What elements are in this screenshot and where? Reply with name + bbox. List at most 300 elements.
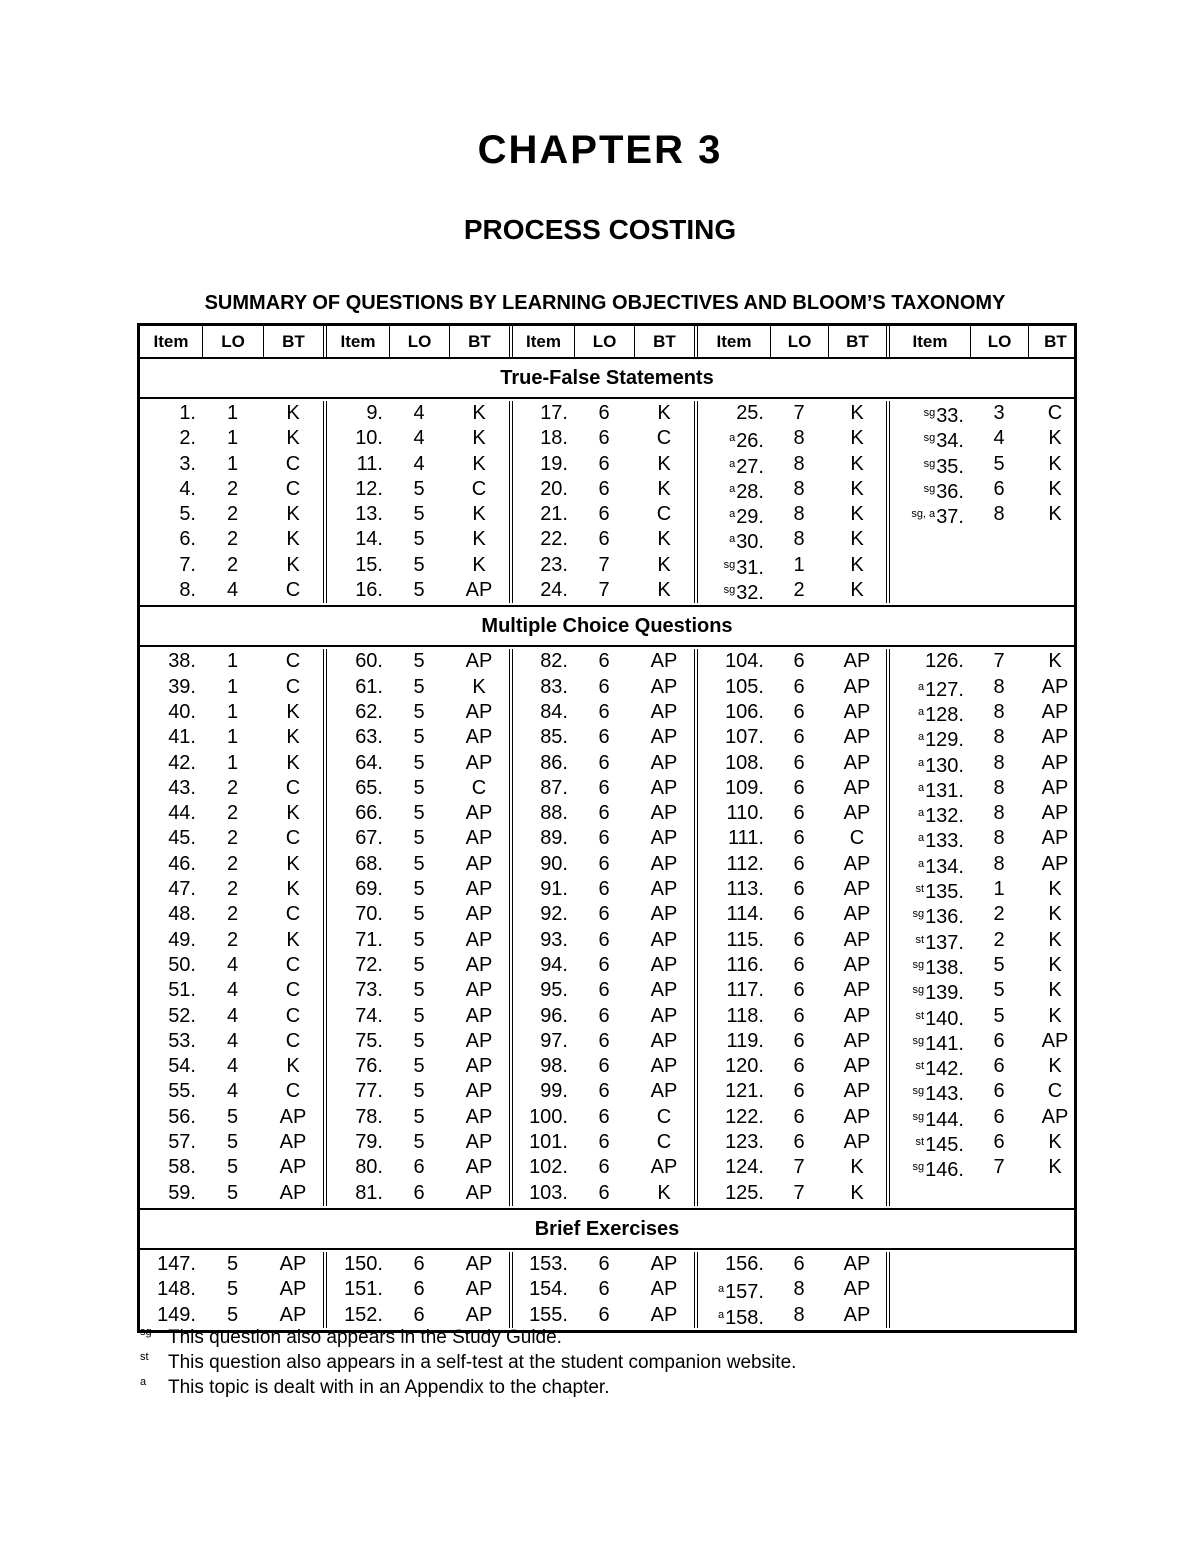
blooms-taxonomy: AP bbox=[465, 903, 493, 926]
item-number: 90. bbox=[540, 852, 568, 875]
blooms-taxonomy: AP bbox=[465, 1055, 493, 1078]
item-number: 45. bbox=[168, 827, 196, 850]
item-number: 80. bbox=[355, 1156, 383, 1179]
learning-objective: 6 bbox=[793, 1029, 805, 1052]
table-row bbox=[140, 401, 323, 426]
column-group bbox=[140, 401, 323, 603]
learning-objective: 2 bbox=[793, 579, 805, 602]
footnote-marker: a bbox=[917, 680, 925, 693]
learning-objective: 6 bbox=[598, 1105, 610, 1128]
learning-objective: 6 bbox=[793, 928, 805, 951]
blooms-taxonomy: AP bbox=[465, 650, 493, 673]
item-number: 47. bbox=[168, 878, 196, 901]
table-row bbox=[327, 649, 509, 674]
blooms-taxonomy: K bbox=[1048, 1004, 1062, 1027]
learning-objective: 5 bbox=[413, 1080, 425, 1103]
table-row bbox=[140, 852, 323, 877]
section-heading: Brief Exercises bbox=[140, 1210, 1074, 1250]
item-number: 112. bbox=[726, 852, 764, 875]
learning-objective: 2 bbox=[226, 802, 239, 825]
item-number: $^{sg}$33. bbox=[923, 405, 964, 427]
item-number: 83. bbox=[540, 675, 568, 698]
item-number: $^a$27. bbox=[729, 455, 764, 478]
table-row bbox=[513, 801, 694, 826]
item-number: $^a$30. bbox=[729, 531, 764, 554]
item-number: 73. bbox=[355, 979, 383, 1002]
footnote-mark: a bbox=[140, 1376, 147, 1388]
item-number: 76. bbox=[355, 1055, 383, 1078]
table-row bbox=[698, 776, 886, 801]
summary-title: SUMMARY OF QUESTIONS BY LEARNING OBJECTIVES AND BLOOM’S TAXONOMY bbox=[204, 292, 1006, 314]
footnote-marker: sg bbox=[923, 482, 936, 495]
learning-objective: 2 bbox=[226, 477, 239, 500]
header-group bbox=[323, 326, 509, 357]
learning-objective: 6 bbox=[598, 827, 610, 850]
item-number: 148. bbox=[157, 1278, 196, 1301]
blooms-taxonomy: K bbox=[1048, 1156, 1062, 1179]
learning-objective: 6 bbox=[793, 953, 805, 976]
blooms-taxonomy: AP bbox=[1041, 852, 1069, 875]
learning-objective: 6 bbox=[793, 878, 805, 901]
header-lo: LO bbox=[574, 326, 634, 357]
learning-objective: 1 bbox=[226, 427, 239, 450]
item-number: 49. bbox=[168, 928, 196, 951]
blooms-taxonomy: K bbox=[850, 427, 864, 450]
learning-objective: 6 bbox=[598, 776, 610, 799]
table-row bbox=[513, 401, 694, 426]
section-body bbox=[140, 647, 1074, 1210]
blooms-taxonomy: AP bbox=[650, 1004, 678, 1027]
table-row bbox=[890, 1004, 1082, 1029]
item-number: 119. bbox=[726, 1029, 764, 1052]
item-number: 102. bbox=[529, 1156, 568, 1179]
table-row bbox=[698, 1105, 886, 1130]
learning-objective: 6 bbox=[598, 650, 610, 673]
footnote-marker: sg bbox=[912, 958, 925, 971]
item-number: 69. bbox=[355, 878, 383, 901]
column-group bbox=[694, 1252, 886, 1328]
item-number: 111. bbox=[728, 827, 764, 850]
chapter-subtitle: PROCESS COSTING bbox=[463, 214, 737, 245]
blooms-taxonomy: K bbox=[472, 528, 486, 551]
item-number: 51. bbox=[168, 979, 196, 1002]
table-row bbox=[698, 675, 886, 700]
learning-objective: 6 bbox=[598, 675, 610, 698]
learning-objective: 6 bbox=[993, 1105, 1005, 1128]
learning-objective: 8 bbox=[993, 802, 1005, 825]
learning-objective: 6 bbox=[793, 650, 805, 673]
header-item: Item bbox=[912, 332, 948, 351]
table-row bbox=[140, 502, 323, 527]
blooms-taxonomy: K bbox=[1048, 427, 1062, 450]
table-row bbox=[140, 1105, 323, 1130]
item-number: 117. bbox=[726, 979, 764, 1002]
table-row bbox=[327, 553, 509, 578]
item-number: $^a$127. bbox=[917, 678, 964, 701]
table-row bbox=[698, 1303, 886, 1328]
table-row bbox=[140, 477, 323, 502]
table-row bbox=[327, 902, 509, 927]
blooms-taxonomy: K bbox=[286, 726, 300, 749]
learning-objective: 6 bbox=[598, 700, 610, 723]
learning-objective: 6 bbox=[793, 1055, 805, 1078]
learning-objective: 6 bbox=[598, 1080, 610, 1103]
blooms-taxonomy: K bbox=[286, 878, 300, 901]
blooms-taxonomy: K bbox=[657, 528, 671, 551]
item-number: 100. bbox=[529, 1105, 568, 1128]
table-row bbox=[513, 852, 694, 877]
learning-objective: 2 bbox=[226, 553, 239, 576]
table-row bbox=[327, 426, 509, 451]
item-number: 54. bbox=[168, 1055, 196, 1078]
blooms-taxonomy: AP bbox=[843, 751, 871, 774]
blooms-taxonomy: AP bbox=[279, 1181, 307, 1204]
blooms-taxonomy: AP bbox=[279, 1156, 307, 1179]
learning-objective: 6 bbox=[793, 675, 805, 698]
item-number: 60. bbox=[355, 650, 383, 673]
blooms-taxonomy: C bbox=[285, 675, 301, 698]
footnote-marker: sg bbox=[912, 1110, 925, 1123]
section-heading: Multiple Choice Questions bbox=[140, 607, 1074, 647]
blooms-taxonomy: K bbox=[1048, 1131, 1062, 1154]
table-row bbox=[513, 1029, 694, 1054]
table-row bbox=[890, 725, 1082, 750]
header-bt: BT bbox=[828, 326, 886, 357]
blooms-taxonomy: AP bbox=[465, 1278, 493, 1301]
blooms-taxonomy: AP bbox=[650, 802, 678, 825]
blooms-taxonomy: C bbox=[656, 1131, 672, 1154]
table-row bbox=[140, 978, 323, 1003]
blooms-taxonomy: AP bbox=[650, 878, 678, 901]
table-row bbox=[140, 751, 323, 776]
item-number: 150. bbox=[344, 1252, 383, 1275]
blooms-taxonomy: K bbox=[286, 802, 300, 825]
learning-objective: 5 bbox=[413, 751, 425, 774]
blooms-taxonomy: AP bbox=[1041, 1029, 1069, 1052]
learning-objective: 4 bbox=[413, 427, 425, 450]
blooms-taxonomy: AP bbox=[843, 1029, 871, 1052]
blooms-taxonomy: AP bbox=[279, 1278, 307, 1301]
learning-objective: 5 bbox=[413, 827, 425, 850]
footnote-text: This question also appears in the Study Guide. bbox=[168, 1327, 562, 1348]
item-number: $^a$157. bbox=[717, 1281, 764, 1304]
table-row bbox=[698, 725, 886, 750]
table-row bbox=[327, 401, 509, 426]
learning-objective: 5 bbox=[413, 776, 425, 799]
table-row bbox=[890, 928, 1082, 953]
header-bt: BT bbox=[449, 326, 509, 357]
blooms-taxonomy: AP bbox=[843, 776, 871, 799]
table-row bbox=[140, 877, 323, 902]
table-row bbox=[890, 1029, 1082, 1054]
blooms-taxonomy: C bbox=[285, 452, 301, 475]
blooms-taxonomy: AP bbox=[650, 953, 678, 976]
learning-objective: 8 bbox=[993, 503, 1005, 526]
learning-objective: 5 bbox=[413, 903, 425, 926]
item-number: $^a$28. bbox=[729, 480, 764, 503]
item-number: 109. bbox=[725, 776, 764, 799]
learning-objective: 6 bbox=[793, 852, 805, 875]
item-number: 10. bbox=[355, 427, 383, 450]
blooms-taxonomy: AP bbox=[465, 1303, 493, 1326]
blooms-taxonomy: AP bbox=[465, 1080, 493, 1103]
item-number: 85. bbox=[540, 726, 568, 749]
blooms-taxonomy: AP bbox=[465, 878, 493, 901]
blooms-taxonomy: K bbox=[850, 477, 864, 500]
learning-objective: 5 bbox=[413, 726, 425, 749]
learning-objective: 8 bbox=[993, 751, 1005, 774]
blooms-taxonomy: K bbox=[850, 553, 864, 576]
learning-objective: 5 bbox=[413, 700, 425, 723]
blooms-taxonomy: C bbox=[656, 1105, 672, 1128]
footnote bbox=[140, 1350, 796, 1375]
table-row bbox=[698, 1054, 886, 1079]
learning-objective: 1 bbox=[226, 650, 239, 673]
table-row bbox=[698, 452, 886, 477]
learning-objective: 6 bbox=[598, 903, 610, 926]
blooms-taxonomy: AP bbox=[650, 852, 678, 875]
table-row bbox=[140, 1277, 323, 1302]
learning-objective: 2 bbox=[226, 776, 239, 799]
item-number: 39. bbox=[168, 675, 196, 698]
item-number: 94. bbox=[540, 953, 568, 976]
learning-objective: 6 bbox=[598, 928, 610, 951]
section-body bbox=[140, 399, 1074, 607]
table-row bbox=[140, 527, 323, 552]
item-number: 15. bbox=[355, 553, 383, 576]
table-row bbox=[513, 649, 694, 674]
blooms-taxonomy: AP bbox=[843, 1278, 871, 1301]
table-row bbox=[327, 700, 509, 725]
blooms-taxonomy: K bbox=[850, 402, 864, 424]
footnote-marker: st bbox=[915, 883, 925, 896]
learning-objective: 7 bbox=[793, 1181, 805, 1204]
item-number: 151. bbox=[344, 1278, 383, 1301]
learning-objective: 1 bbox=[226, 700, 239, 723]
table-row bbox=[890, 801, 1082, 826]
item-number: $^{sg}$34. bbox=[923, 430, 964, 453]
learning-objective: 6 bbox=[598, 1181, 610, 1204]
learning-objective: 6 bbox=[793, 827, 805, 850]
blooms-taxonomy: AP bbox=[1041, 700, 1069, 723]
learning-objective: 5 bbox=[413, 953, 425, 976]
item-number: $^{sg}$146. bbox=[912, 1159, 964, 1182]
blooms-taxonomy: AP bbox=[650, 1303, 678, 1326]
column-group bbox=[509, 1252, 694, 1328]
item-number: 103. bbox=[529, 1181, 568, 1204]
footnote-marker: a bbox=[917, 781, 925, 794]
learning-objective: 1 bbox=[226, 726, 239, 749]
item-number: 96. bbox=[540, 1004, 568, 1027]
table-row bbox=[890, 776, 1082, 801]
blooms-taxonomy: K bbox=[1048, 903, 1062, 926]
table-row bbox=[513, 776, 694, 801]
blooms-taxonomy: K bbox=[657, 452, 671, 475]
learning-objective: 6 bbox=[598, 1055, 610, 1078]
learning-objective: 6 bbox=[598, 1029, 610, 1052]
blooms-taxonomy: AP bbox=[843, 878, 871, 901]
footnote-marker: sg, a bbox=[911, 508, 936, 521]
table-row bbox=[140, 649, 323, 674]
table-row bbox=[698, 1252, 886, 1277]
learning-objective: 5 bbox=[413, 528, 425, 551]
item-number: 16. bbox=[355, 579, 383, 602]
footnote-text: This question also appears in a self-test at the student companion website. bbox=[168, 1352, 797, 1373]
table-row bbox=[140, 826, 323, 851]
table-row bbox=[513, 1303, 694, 1328]
blooms-taxonomy: K bbox=[1048, 477, 1062, 500]
item-number: 48. bbox=[168, 903, 196, 926]
table-row bbox=[513, 1054, 694, 1079]
table-row bbox=[327, 1181, 509, 1206]
item-number: $^a$29. bbox=[729, 506, 764, 529]
item-number: 156. bbox=[725, 1252, 764, 1275]
item-number: 116. bbox=[726, 953, 764, 976]
table-row bbox=[513, 578, 694, 603]
item-number: 22. bbox=[540, 528, 568, 551]
footnote-marker: a bbox=[917, 705, 925, 718]
table-row bbox=[140, 1130, 323, 1155]
table-row bbox=[890, 877, 1082, 902]
learning-objective: 2 bbox=[993, 928, 1005, 951]
header-group bbox=[694, 326, 886, 357]
table-row bbox=[140, 1155, 323, 1180]
item-number: 43. bbox=[168, 776, 196, 799]
table-row bbox=[513, 1130, 694, 1155]
table-row bbox=[327, 751, 509, 776]
item-number: 89. bbox=[540, 827, 568, 850]
blooms-taxonomy: AP bbox=[1041, 776, 1069, 799]
learning-objective: 6 bbox=[413, 1278, 425, 1301]
footnote-marker: a bbox=[917, 807, 925, 820]
item-number: 62. bbox=[355, 700, 383, 723]
table-row bbox=[327, 826, 509, 851]
item-number: 78. bbox=[355, 1105, 383, 1128]
learning-objective: 6 bbox=[598, 1278, 610, 1301]
item-number: 55. bbox=[168, 1080, 196, 1103]
footnotes bbox=[140, 1325, 796, 1400]
item-number: 20. bbox=[540, 477, 568, 500]
learning-objective: 6 bbox=[793, 1080, 805, 1103]
blooms-taxonomy: AP bbox=[843, 1252, 871, 1275]
item-number: $^{sg}$35. bbox=[923, 455, 964, 478]
chapter-heading: CHAPTER 3 bbox=[477, 128, 723, 172]
learning-objective: 6 bbox=[598, 1252, 610, 1275]
table-row bbox=[140, 426, 323, 451]
header-lo: LO bbox=[970, 326, 1028, 357]
item-number: 79. bbox=[355, 1131, 383, 1154]
blooms-taxonomy: K bbox=[286, 427, 300, 450]
footnote bbox=[140, 1375, 796, 1400]
blooms-taxonomy: AP bbox=[465, 827, 493, 850]
table-row bbox=[327, 452, 509, 477]
blooms-taxonomy: K bbox=[657, 402, 671, 424]
item-number: $^{sg}$136. bbox=[912, 906, 964, 929]
table-row bbox=[513, 675, 694, 700]
learning-objective: 6 bbox=[598, 1004, 610, 1027]
item-number: 8. bbox=[179, 579, 196, 602]
learning-objective: 2 bbox=[226, 827, 239, 850]
table-row bbox=[140, 1181, 323, 1206]
table-row bbox=[698, 426, 886, 451]
blooms-taxonomy: C bbox=[285, 1029, 301, 1052]
blooms-taxonomy: K bbox=[472, 675, 486, 698]
blooms-taxonomy: AP bbox=[843, 1303, 871, 1326]
table-row bbox=[698, 401, 886, 426]
blooms-taxonomy: K bbox=[1048, 928, 1062, 951]
table-row bbox=[890, 852, 1082, 877]
item-number: 41. bbox=[168, 726, 196, 749]
item-number: 24. bbox=[540, 579, 568, 602]
item-number: 38. bbox=[168, 650, 196, 673]
item-number: 74. bbox=[355, 1004, 383, 1027]
table-row bbox=[698, 1277, 886, 1302]
item-number: $^{sg}$141. bbox=[912, 1032, 964, 1055]
footnote-marker: sg bbox=[723, 584, 736, 597]
item-number: 108. bbox=[725, 751, 764, 774]
footnote-marker: a bbox=[729, 432, 736, 445]
item-number: $^{sg}$139. bbox=[912, 982, 964, 1005]
learning-objective: 8 bbox=[793, 1278, 805, 1301]
footnote-marker: sg bbox=[923, 432, 936, 445]
item-number: 82. bbox=[540, 650, 568, 673]
item-number: 75. bbox=[355, 1029, 383, 1052]
learning-objective: 1 bbox=[793, 553, 805, 576]
table-row bbox=[140, 675, 323, 700]
table-row bbox=[513, 1252, 694, 1277]
footnote-marker: a bbox=[729, 533, 736, 546]
learning-objective: 6 bbox=[598, 427, 610, 450]
table-row bbox=[327, 1029, 509, 1054]
table-row bbox=[140, 1029, 323, 1054]
table-row bbox=[698, 578, 886, 603]
blooms-taxonomy: C bbox=[285, 953, 301, 976]
learning-objective: 6 bbox=[793, 979, 805, 1002]
learning-objective: 1 bbox=[993, 878, 1005, 901]
blooms-taxonomy: AP bbox=[650, 650, 678, 673]
learning-objective: 8 bbox=[993, 726, 1005, 749]
item-number: 87. bbox=[540, 776, 568, 799]
table-row bbox=[698, 700, 886, 725]
learning-objective: 6 bbox=[993, 1131, 1005, 1154]
item-number: 84. bbox=[540, 700, 568, 723]
item-number: 99. bbox=[540, 1080, 568, 1103]
footnote-mark: st bbox=[140, 1351, 149, 1363]
table-row bbox=[327, 776, 509, 801]
learning-objective: 6 bbox=[993, 1080, 1005, 1103]
footnote-marker: sg bbox=[912, 984, 925, 997]
table-row bbox=[140, 801, 323, 826]
item-number: 12. bbox=[355, 477, 383, 500]
table-row bbox=[513, 1155, 694, 1180]
blooms-taxonomy: C bbox=[656, 427, 672, 450]
learning-objective: 6 bbox=[598, 477, 610, 500]
blooms-taxonomy: K bbox=[472, 503, 486, 526]
table-row bbox=[890, 826, 1082, 851]
blooms-taxonomy: AP bbox=[843, 802, 871, 825]
column-group bbox=[509, 401, 694, 603]
table-row bbox=[513, 477, 694, 502]
item-number: 56. bbox=[168, 1105, 196, 1128]
learning-objective: 5 bbox=[993, 979, 1005, 1002]
table-row bbox=[140, 902, 323, 927]
learning-objective: 6 bbox=[598, 953, 610, 976]
blooms-taxonomy: AP bbox=[465, 953, 493, 976]
item-number: 52. bbox=[168, 1004, 196, 1027]
blooms-taxonomy: K bbox=[286, 402, 300, 424]
blooms-taxonomy: C bbox=[285, 979, 301, 1002]
item-number: 21. bbox=[540, 503, 568, 526]
